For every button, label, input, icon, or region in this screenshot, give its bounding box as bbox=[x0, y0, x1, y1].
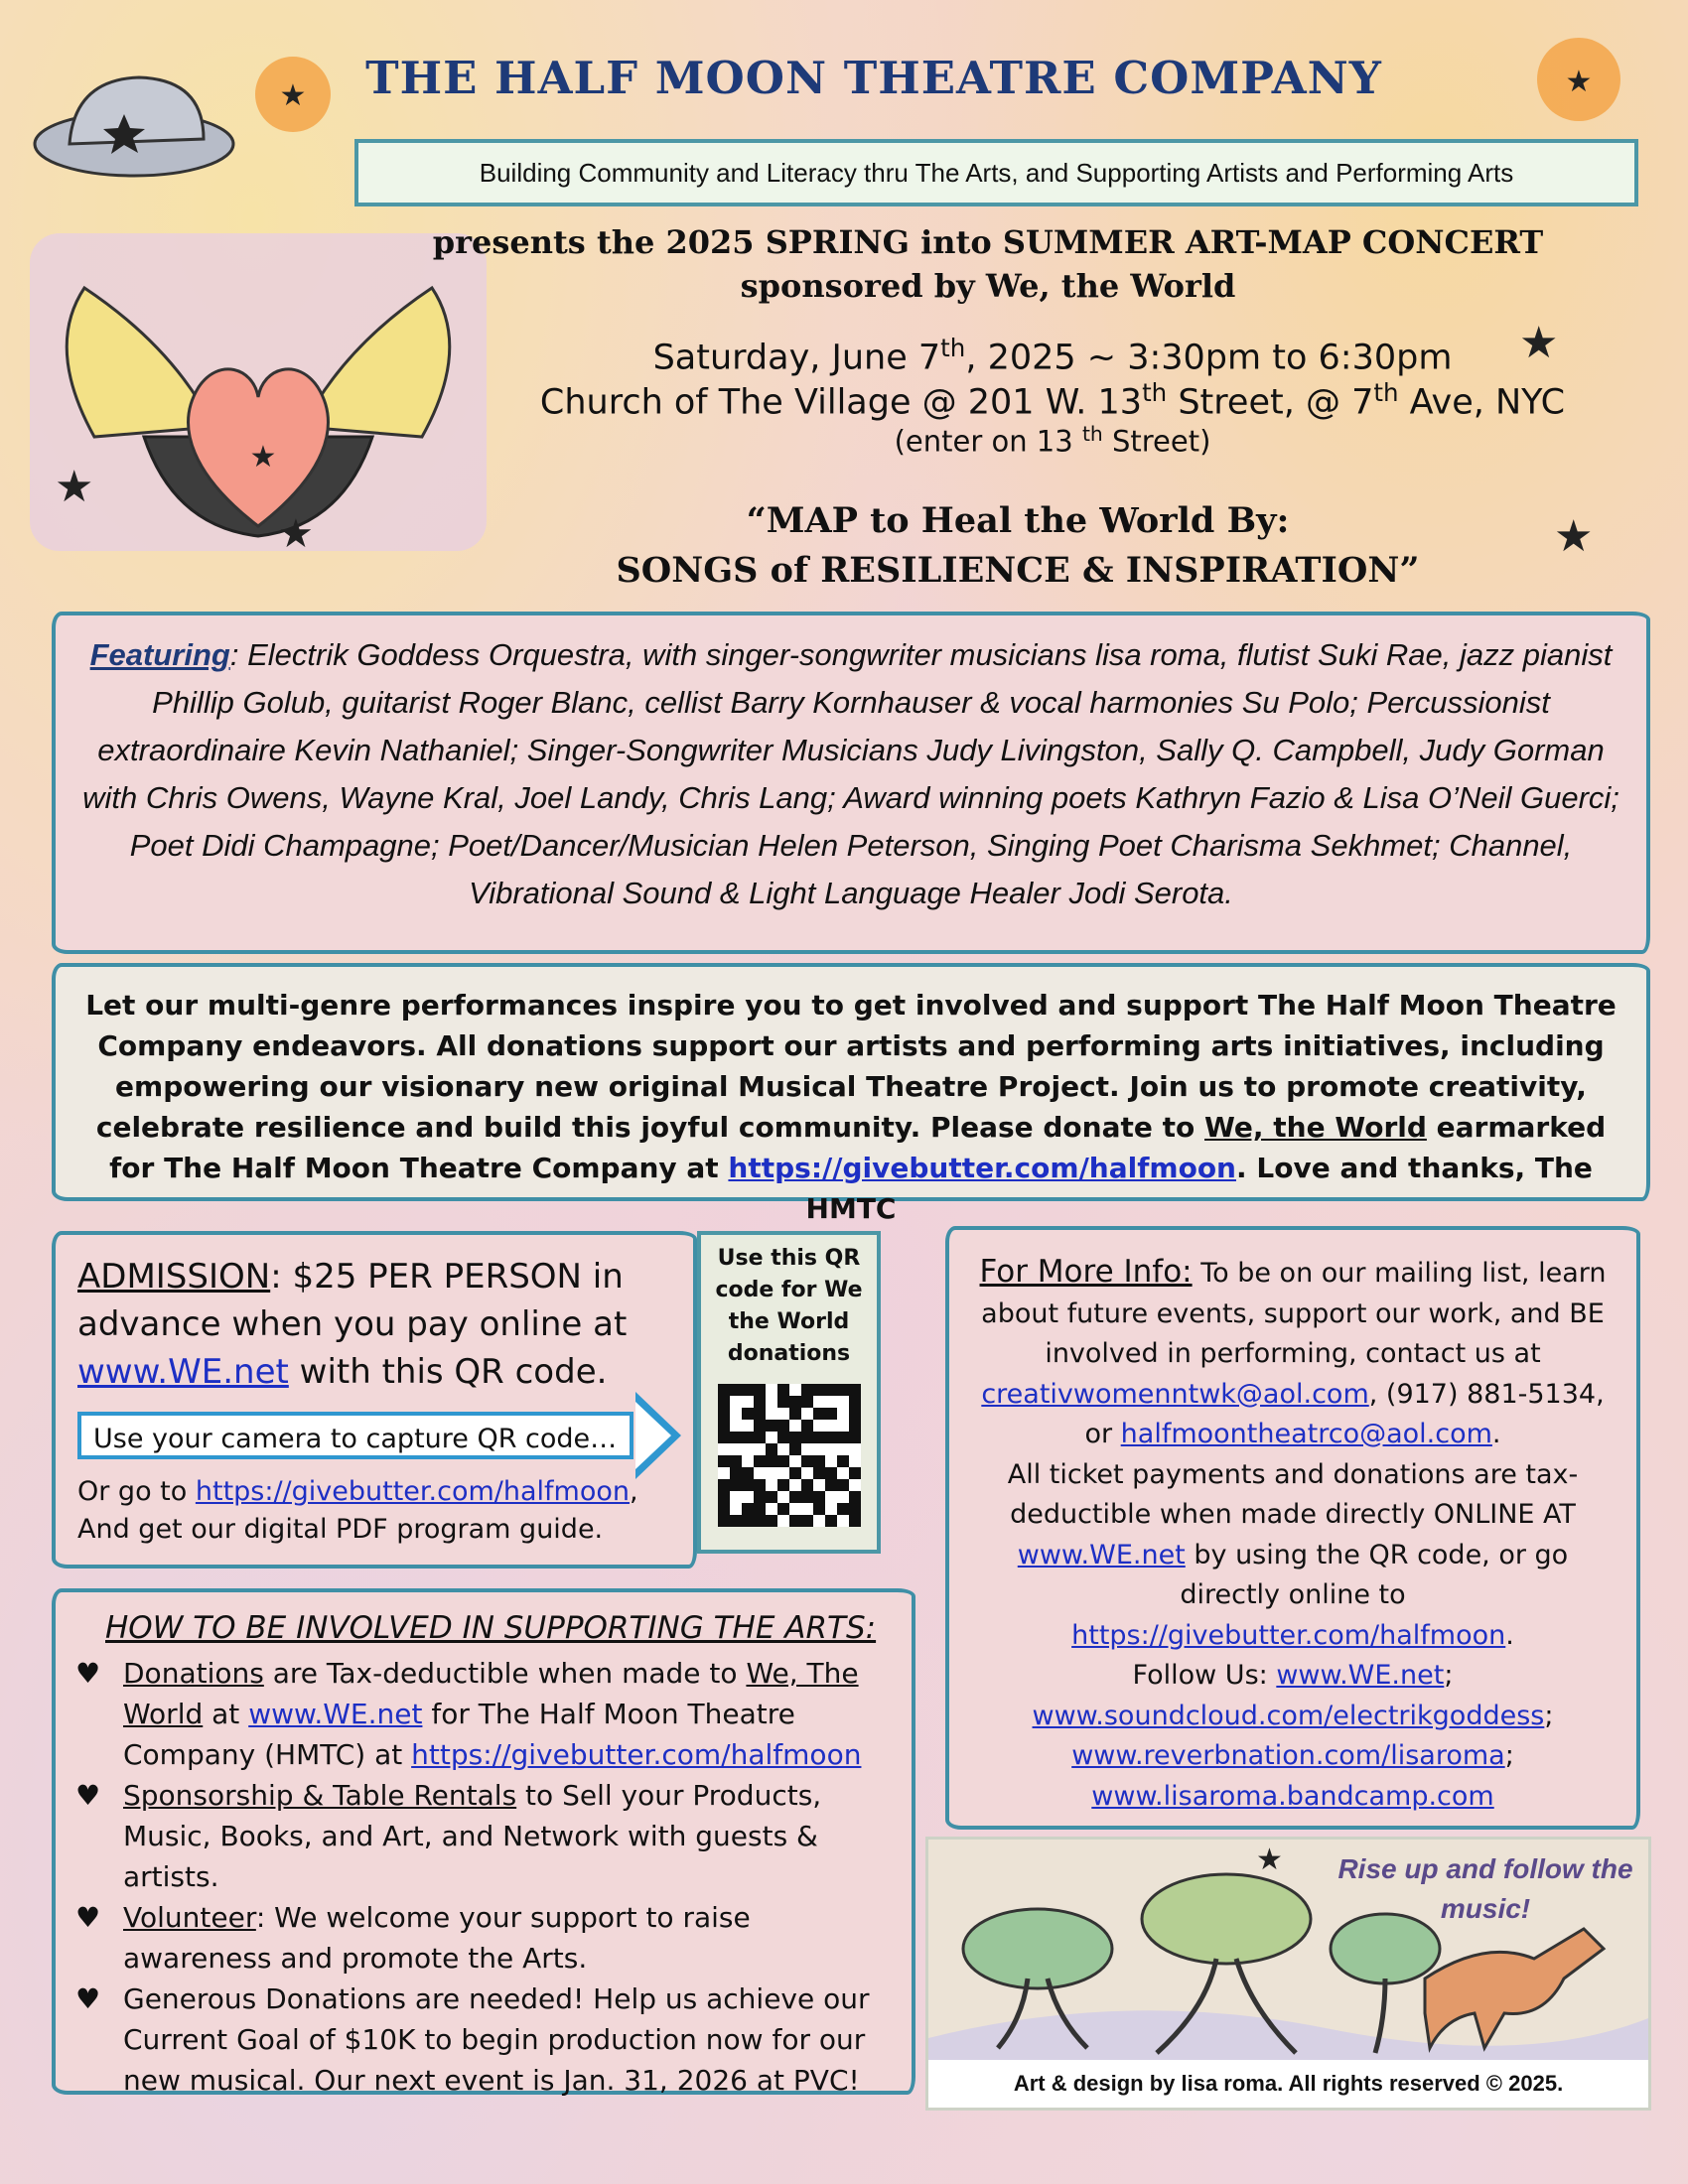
we-net-link[interactable]: www.WE.net bbox=[77, 1352, 289, 1392]
art-credit: Art & design by lisa roma. All rights reserved © 2025. bbox=[928, 2060, 1648, 2108]
list-item: ♥ Generous Donations are needed! Help us achieve our Current Goal of $10K to begin production now for our new musical. Our next event is Jan. 31, 2026 at PVC! bbox=[75, 1979, 892, 2101]
how-to-support-heading: HOW TO BE INVOLVED IN SUPPORTING THE ARTS: bbox=[105, 1610, 877, 1646]
heart-bullet-icon: ♥ bbox=[75, 1779, 101, 1812]
email-link[interactable]: creativwomenntwk@aol.com bbox=[981, 1378, 1369, 1410]
star-icon: ★ bbox=[278, 512, 314, 556]
admission-label: ADMISSION bbox=[77, 1257, 271, 1297]
heart-bullet-icon: ♥ bbox=[75, 1982, 101, 2015]
event-venue: Church of The Village @ 201 W. 13th Street, @ 7th Ave, NYC bbox=[539, 377, 1566, 423]
we-net-link[interactable]: www.WE.net bbox=[248, 1698, 423, 1730]
featuring-text: : Electrik Goddess Orquestra, with singer-songwriter musicians lisa roma, flutist Suki Rae, jazz pianist Phillip Golub, guitarist Roger Blanc, cellist Barry Kornhauser & vocal harmonies Su Polo; Percussionist extraordinaire Kevin Nathaniel; Singer-Songwriter Musicians Judy Livingston, Sally Q. Campbell, Judy Gorman with Chris Owens, Wayne Kral, Joel Landy, Chris Lang; Award winning poets Kathryn Fazio & Lisa O’Neil Guerci; Poet Didi Champagne; Poet/Dancer/Musician Helen Peterson, Singing Poet Charisma Sekhmet; Channel, Vibrational Sound & Light Language Healer Jodi Serota. bbox=[82, 637, 1619, 910]
we-net-link[interactable]: www.WE.net bbox=[1017, 1539, 1186, 1570]
featuring-box bbox=[52, 612, 1650, 954]
presents-heading: presents the 2025 SPRING into SUMMER ART-MAP CONCERT sponsored by We, the World bbox=[432, 223, 1544, 305]
more-info-heading: For More Info: bbox=[979, 1254, 1193, 1290]
qr-box bbox=[697, 1231, 881, 1554]
givebutter-link[interactable]: https://givebutter.com/halfmoon bbox=[411, 1738, 862, 1771]
how-to-support-box bbox=[52, 1588, 915, 2095]
star-icon: ★ bbox=[1519, 319, 1559, 367]
horse-artwork bbox=[925, 1837, 1651, 2111]
qr-caption: Use this QR code for We the World donations bbox=[715, 1246, 863, 1366]
soundcloud-link[interactable]: www.soundcloud.com/electrikgoddess bbox=[1032, 1700, 1545, 1731]
list-item: ♥ Volunteer: We welcome your support to raise awareness and promote the Arts. bbox=[75, 1897, 892, 1979]
list-item: ♥ Donations are Tax-deductible when made to We, The World at www.WE.net for The Half Moon Theatre Company (HMTC) at https://givebutter.com/halfmoon bbox=[75, 1653, 892, 1775]
page-title: THE HALF MOON THEATRE COMPANY bbox=[365, 52, 1382, 104]
admission-box: ADMISSION: $25 PER PERSON in advance when you pay online at www.WE.net with this QR code. Use your camera to capture QR code… Or go to https://givebutter.com/halfmoon, And get our digital PDF program guide. bbox=[52, 1231, 697, 1569]
list-item: ♥ Sponsorship & Table Rentals to Sell your Products, Music, Books, and Art, and Network with guests & artists. bbox=[75, 1775, 892, 1897]
svg-text:★: ★ bbox=[1565, 66, 1593, 98]
featuring-label: Featuring bbox=[89, 637, 230, 672]
support-list bbox=[75, 1653, 892, 2101]
star-icon: ★ bbox=[55, 463, 94, 511]
camera-arrow-callout: Use your camera to capture QR code… bbox=[77, 1412, 633, 1459]
hat-illustration bbox=[30, 60, 238, 189]
svg-text:★: ★ bbox=[1256, 1843, 1283, 1876]
reverbnation-link[interactable]: www.reverbnation.com/lisaroma bbox=[1071, 1740, 1505, 1771]
event-entrance: (enter on 13 $^{th}$ Street) bbox=[894, 422, 1211, 459]
svg-text:★: ★ bbox=[249, 441, 277, 474]
givebutter-link[interactable]: https://givebutter.com/halfmoon bbox=[195, 1476, 631, 1507]
heart-bullet-icon: ♥ bbox=[75, 1657, 101, 1690]
givebutter-link[interactable]: https://givebutter.com/halfmoon bbox=[1071, 1619, 1506, 1651]
support-box: Let our multi-genre performances inspire you to get involved and support The Half Moon Theatre Company endeavors. All donations support our artists and performing arts initiatives, including empowering our visionary new original Musical Theatre Project. Join us to promote creativity, celebrate resilience and build this joyful community. Please donate to We, the World earmarked for The Half Moon Theatre Company at https://givebutter.com/halfmoon. Love and thanks, The HMTC bbox=[52, 963, 1650, 1201]
givebutter-link[interactable]: https://givebutter.com/halfmoon bbox=[728, 1152, 1236, 1184]
event-slogan: “MAP to Heal the World By: SONGS of RESILIENCE & INSPIRATION” bbox=[616, 500, 1420, 591]
bandcamp-link[interactable]: www.lisaroma.bandcamp.com bbox=[1091, 1780, 1494, 1812]
more-info-box: For More Info: To be on our mailing list, learn about future events, support our work, and BE involved in performing, contact us at creativwomenntwk@aol.com, (917) 881-5134, or halfmoontheatrco@aol.com. All ticket payments and donations are tax-deductible when made directly ONLINE AT www.WE.net by using the QR code, or go directly online to https://givebutter.com/halfmoon. Follow Us: www.WE.net; www.soundcloud.com/electrikgoddess; www.reverbnation.com/lisaroma; www.lisaroma.bandcamp.com bbox=[945, 1226, 1640, 1830]
svg-text:★: ★ bbox=[279, 79, 307, 112]
event-date: Saturday, June 7th, 2025 ~ 3:30pm to 6:30pm bbox=[652, 334, 1453, 378]
orange-moon-icon bbox=[1529, 30, 1628, 129]
we-the-world-text: We, the World bbox=[1204, 1111, 1427, 1144]
email-link[interactable]: halfmoontheatrco@aol.com bbox=[1120, 1419, 1492, 1449]
tagline: Building Community and Literacy thru The Arts, and Supporting Artists and Performing Arts bbox=[354, 139, 1638, 206]
event-details bbox=[437, 334, 1668, 459]
heart-bullet-icon: ♥ bbox=[75, 1901, 101, 1934]
we-net-link[interactable]: www.WE.net bbox=[1276, 1660, 1445, 1691]
qr-code[interactable] bbox=[718, 1384, 861, 1527]
rise-up-caption: Rise up and follow the music! bbox=[1337, 1853, 1633, 1924]
star-icon: ★ bbox=[1554, 512, 1594, 561]
